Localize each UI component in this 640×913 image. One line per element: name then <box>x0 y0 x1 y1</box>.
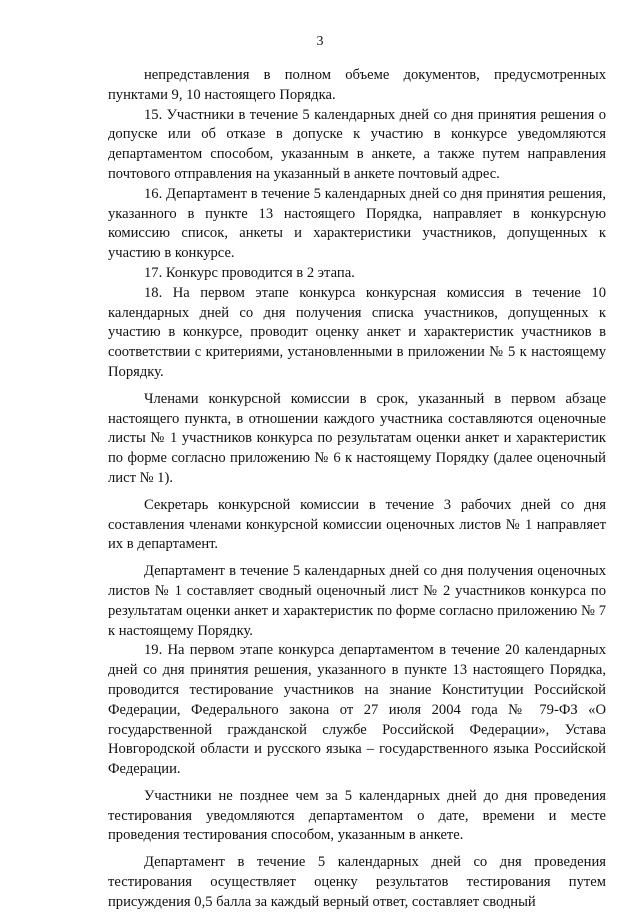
document-body <box>108 66 606 913</box>
paragraph-item-19-part-3: Департамент в течение 5 календарных дней со дня проведения тестирования осуществляет оценку результатов тестирования путем присуждения 0,5 балла за каждый верный ответ, составляет сводный <box>108 854 606 910</box>
paragraph-item-18: 18. На первом этапе конкурса конкурсная комиссия в течение 10 календарных дней со дня получения списка участников, допущенных к участию в конкурсе, проводит оценку анкет и характеристик участников в соответствии с критериями, установленными в приложении № 5 к настоящему Порядку. <box>108 284 606 380</box>
paragraph-continuation: непредставления в полном объеме документов, предусмотренных пунктами 9, 10 настоящего Порядка. <box>108 67 606 103</box>
paragraph-item-15: 15. Участники в течение 5 календарных дней со дня принятия решения о допуске или об отказе в допуске к участию в конкурсе уведомляются департаментом способом, указанным в анкете, а также путем направления почтового отправления на указанный в анкете почтовый адрес. <box>108 106 606 182</box>
paragraph-item-17: 17. Конкурс проводится в 2 этапа. <box>144 264 355 281</box>
paragraph-item-18-part-2: Членами конкурсной комиссии в срок, указанный в первом абзаце настоящего пункта, в отношении каждого участника составляются оценочные листы № 1 участников конкурса по результатам оценки анкет и характеристик по форме согласно приложению № 6 к настоящему Порядку (далее оценочный лист № 1). <box>108 390 606 486</box>
page-number: 3 <box>316 34 324 49</box>
paragraph-item-19-part-2: Участники не позднее чем за 5 календарных дней до дня проведения тестирования уведомляются департаментом о дате, времени и месте проведения тестирования способом, указанным в анкете. <box>108 787 606 844</box>
paragraph-item-18-part-4: Департамент в течение 5 календарных дней со дня получения оценочных листов № 1 составляет сводный оценочный лист № 2 участников конкурса по результатам оценки анкет и характеристик по форме согласно приложению № 7 к настоящему Порядку. <box>108 563 606 639</box>
paragraph-item-19: 19. На первом этапе конкурса департаментом в течение 20 календарных дней со дня принятия решения, указанного в пункте 13 настоящего Порядка, проводится тестирование участников на знание Конституции Российской Федерации, Федерального закона от 27 июля 2004 года № 79-ФЗ «О государственной гражданской службе Российской Федерации», Устава Новгородской области и русского языка – государственного языка Российской Федерации. <box>108 642 606 778</box>
paragraph-item-16: 16. Департамент в течение 5 календарных дней со дня принятия решения, указанного в пункте 13 настоящего Порядка, направляет в конкурсную комиссию список, анкеты и характеристики участников, допущенных к участию в конкурсе. <box>108 185 606 262</box>
paragraph-item-18-part-3: Секретарь конкурсной комиссии в течение 3 рабочих дней со дня составления членами конкурсной комиссии оценочных листов № 1 направляет их в департамент. <box>108 496 606 553</box>
